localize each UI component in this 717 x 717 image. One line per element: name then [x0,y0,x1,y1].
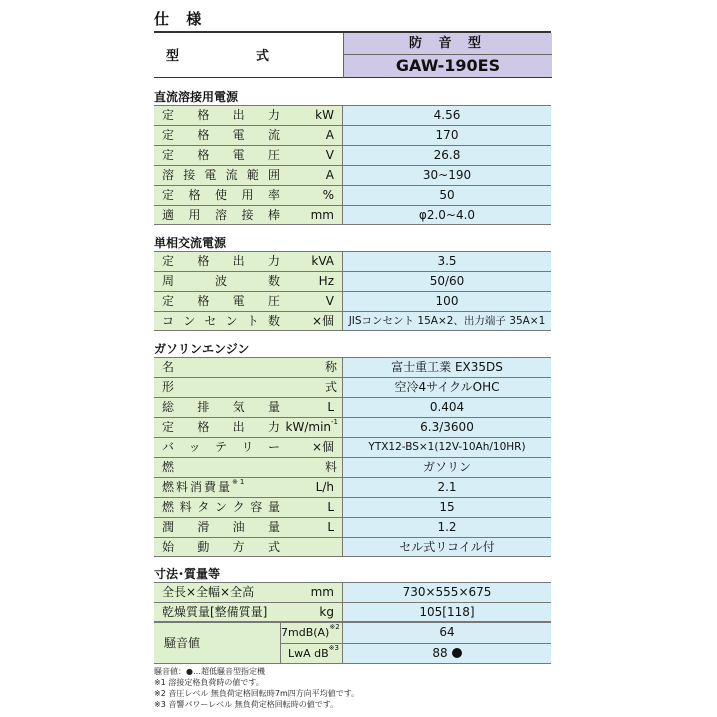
row-value: 3.5 [343,252,551,271]
row-value: 50/60 [343,272,551,291]
model-header-value [343,33,552,78]
table-row [154,477,551,497]
footnote: ※1 溶接定格負荷時の値です。 [154,678,264,687]
row-value: 15 [343,498,551,517]
row-label: 定 格 出 力 [162,420,280,434]
table-row [154,291,551,311]
row-label: 燃 料 タ ン ク 容 量 [162,500,280,514]
noise-unit: 7mdB(A) [281,626,330,639]
row-unit: mm [310,208,334,222]
table-row [154,311,551,331]
row-unit: L [327,400,334,414]
table-row [154,517,551,537]
row-unit: kW/min [285,420,332,434]
row-label: 定 格 電 流 [162,128,280,142]
row-label: 全長×全幅×全高 [162,585,255,599]
noise-value: 64 [439,625,455,639]
table-row [154,251,551,271]
model-name: GAW-190ES [395,56,501,75]
table-row [154,105,551,125]
row-label: 潤 滑 油 量 [162,520,280,534]
noise-unit: LwA dB [287,647,329,660]
row-label: 燃 料 [162,460,337,474]
row-unit: L [327,520,334,534]
table-row [154,537,551,557]
label-sup: ※1 [232,478,247,486]
table-dims [154,582,551,622]
row-value: 0.404 [343,398,551,417]
noise-unit-sup: ※2 [329,623,340,631]
row-unit: A [325,128,334,142]
footnotes [154,666,359,710]
row-label: 総 排 気 量 [162,400,280,414]
row-label: 定 格 電 圧 [162,148,280,162]
row-label: 名 称 [162,360,337,374]
table-dc [154,105,551,225]
table-row [154,397,551,417]
row-value: 2.1 [343,478,551,497]
table-row [154,125,551,145]
noise-unit-sup: ※3 [328,644,339,652]
table-row [154,437,551,457]
table-row [154,582,551,602]
table-row [154,377,551,397]
noise-label: 騒音値 [164,636,201,650]
row-unit: mm [310,585,334,599]
row-unit: % [322,188,334,202]
row-label: 乾燥質量[整備質量] [162,605,268,619]
row-label: 形 式 [162,380,337,394]
row-value: φ2.0~4.0 [343,206,551,224]
model-key-1: 型 [166,49,180,64]
footnote: 騒音値：●…超低騒音型指定機 [154,667,265,676]
table-row [154,357,551,377]
table-row [154,165,551,185]
row-unit: V [325,148,334,162]
row-label: 定 格 出 力 [162,254,280,268]
section-heading-ac: 単相交流電源 [154,236,227,250]
page-title: 仕 様 [154,10,208,28]
table-engine [154,357,551,557]
noise-table [154,622,551,664]
row-label: 燃料消費量 [162,480,233,494]
row-label: 適 用 溶 接 棒 [162,208,280,222]
section-heading-engine: ガソリンエンジン [154,342,250,356]
row-label: 溶 接 電 流 範 囲 [162,168,280,182]
section-heading-dc: 直流溶接用電源 [154,90,239,104]
low-noise-mark-icon [452,648,462,658]
row-value: YTX12-BS×1(12V-10Ah/10HR) [343,438,551,457]
row-unit: kVA [311,254,334,268]
row-label: 定 格 電 圧 [162,294,280,308]
row-unit: V [325,294,334,308]
row-unit: kg [319,605,334,619]
row-label: 始 動 方 式 [162,540,280,554]
row-value: 空冷4サイクルOHC [343,378,551,397]
table-row [154,185,551,205]
row-label: 周 波 数 [162,274,280,288]
table-row [154,497,551,517]
row-unit: Hz [318,274,334,288]
row-label: バ ッ テ リ ー [162,440,280,454]
row-value: 6.3/3600 [343,418,551,437]
row-value: 170 [343,126,551,145]
row-label: 定 格 出 力 [162,108,280,122]
row-unit: ×個 [311,440,334,454]
model-header-label [154,33,343,78]
table-ac [154,251,551,331]
table-row [154,602,551,622]
row-value: 4.56 [343,106,551,125]
footnote: ※3 音響パワーレベル 無負荷定格回転時の値です。 [154,700,339,709]
row-value: 富士重工業 EX35DS [343,358,551,377]
row-label: コ ン セ ン ト 数 [162,314,280,328]
row-unit: A [325,168,334,182]
table-row [154,417,551,437]
model-key-2: 式 [256,49,270,64]
section-heading-dims: 寸法･質量等 [154,567,221,581]
noise-value: 88 [432,646,448,660]
row-unit: kW [315,108,334,122]
row-unit: L/h [315,480,334,494]
row-value: 30~190 [343,166,551,185]
table-row [154,145,551,165]
type-label: 防 音 型 [344,34,552,55]
row-value: JISコンセント 15A×2、出力端子 35A×1 [343,312,551,330]
row-value: 100 [343,292,551,311]
table-row [154,205,551,225]
row-value: セル式リコイル付 [343,538,551,556]
table-row [154,457,551,477]
row-unit: ×個 [311,314,334,328]
footnote: ※2 音圧レベル 無負荷定格回転時7m四方向平均値です。 [154,689,360,698]
unit-sup: -1 [331,418,338,426]
row-value: 50 [343,186,551,205]
row-value: 1.2 [343,518,551,537]
row-value: 105[118] [343,603,551,621]
table-row [154,271,551,291]
row-label: 定 格 使 用 率 [162,188,280,202]
row-unit: L [327,500,334,514]
row-value: 26.8 [343,146,551,165]
row-value: ガソリン [343,458,551,477]
row-value: 730×555×675 [343,583,551,602]
